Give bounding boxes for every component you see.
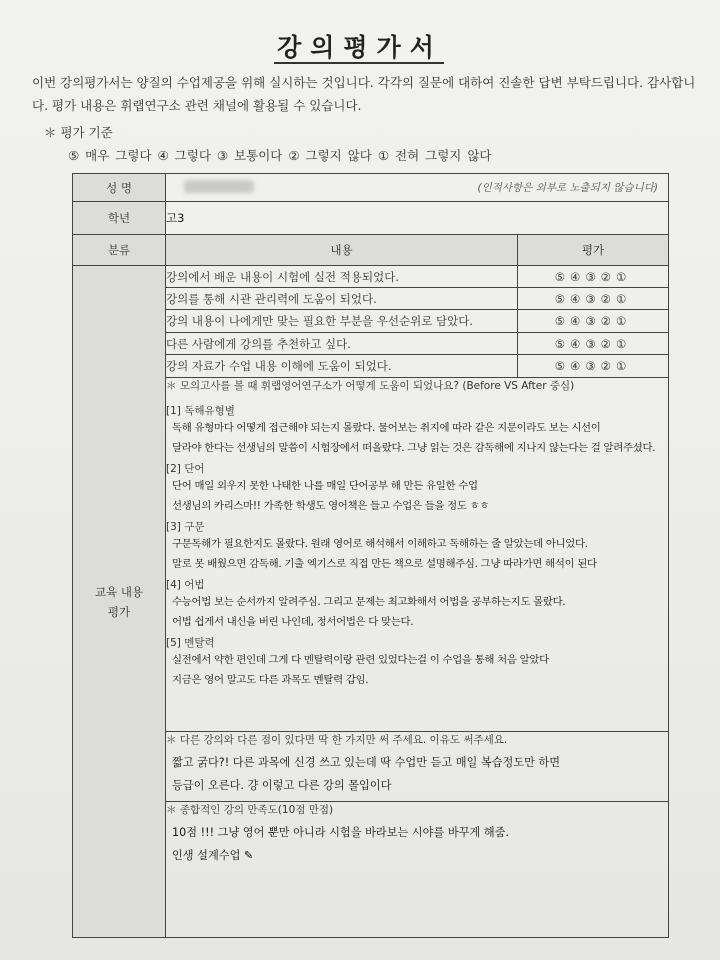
- handwritten-answer: 등급이 오른다. 걍 이렇고 다른 강의 몰입이다: [172, 779, 392, 792]
- rating-item: 강의 자료가 수업 내용 이해에 도움이 되었다.: [166, 355, 518, 378]
- handwritten-answer: 독해 유형마다 어떻게 접근해야 되는지 몰랐다. 물어보는 취지에 따라 같은 지문이라도 보는 시선이: [172, 422, 601, 434]
- criteria-label: ＊ 평가 기준: [44, 125, 113, 140]
- question-2: ＊ 다른 강의와 다른 점이 있다면 딱 한 가지만 써 주세요. 이유도 써주세요.: [166, 734, 508, 746]
- rating-scale[interactable]: ⑤④③②①: [518, 355, 669, 378]
- rating-scale[interactable]: ⑤④③②①: [518, 310, 669, 333]
- education-label-cell: [73, 266, 166, 938]
- redacted-name: [184, 180, 254, 193]
- handwritten-answer: 선생님의 카리스마!! 가족한 학생도 영어책은 들고 수업은 들을 정도 ㅎㅎ: [172, 500, 490, 512]
- handwritten-answer: 말로 못 배웠으면 감독해. 기출 엑기스로 직접 만든 책으로 설명해주심. 그냥 따라가면 해석이 된다: [172, 558, 597, 570]
- section-vocab-label: [2] 단어: [166, 463, 205, 475]
- education-label-2: 평가: [107, 604, 131, 619]
- criteria-scale: ⑤ 매우 그렇다 ④ 그렇다 ③ 보통이다 ② 그렇지 않다 ① 전혀 그렇지 않다: [68, 148, 492, 163]
- handwritten-answer: 수능어법 보는 순서까지 알려주심. 그리고 문제는 최고화해서 어법을 공부하는지도 몰랐다.: [172, 596, 566, 608]
- handwritten-answer: 구문독해가 필요한지도 몰랐다. 원래 영어로 해석해서 이해하고 독해하는 줄 알았는데 아니었다.: [172, 538, 588, 550]
- section-grammar-label: [4] 어법: [166, 579, 205, 591]
- grade-value: 고3: [166, 202, 669, 235]
- name-cell: [166, 174, 669, 202]
- privacy-note: (인적사항은 외부로 노출되지 않습니다): [477, 181, 658, 194]
- handwritten-answer: 지금은 영어 말고도 다른 과목도 멘탈력 갑임.: [172, 674, 369, 686]
- handwritten-answer: 실전에서 약한 편인데 그게 다 멘탈력이랑 관련 있었다는걸 이 수업을 통해 처음 알았다: [172, 654, 549, 666]
- rating-scale[interactable]: ⑤④③②①: [518, 288, 669, 310]
- name-label: 성 명: [73, 174, 166, 202]
- rating-item: 강의를 통해 시관 관리력에 도움이 되었다.: [166, 288, 518, 310]
- question-2-cell: [166, 732, 669, 802]
- page-title: 강의평가서: [277, 33, 443, 62]
- question-3-cell: [166, 802, 669, 938]
- grade-label: 학년: [73, 202, 166, 235]
- rating-item: 강의에서 배운 내용이 시험에 실전 적용되었다.: [166, 266, 518, 288]
- grade-row: [73, 202, 669, 235]
- evaluation-form-table: [72, 173, 669, 938]
- section-reading-label: [1] 독해유형별: [166, 405, 235, 417]
- rating-scale[interactable]: ⑤④③②①: [518, 333, 669, 355]
- question-1-cell: [166, 378, 669, 732]
- section-syntax-label: [3] 구문: [166, 521, 205, 533]
- question-1: ＊ 모의고사를 볼 때 휘랩영어연구소가 어떻게 도움이 되었나요? (Before VS After 중심): [166, 380, 575, 392]
- handwritten-answer: 짧고 굵다?! 다른 과목에 신경 쓰고 있는데 딱 수업만 듣고 매일 복습정도만 하면: [172, 756, 561, 769]
- intro-text: 이번 강의평가서는 양질의 수업제공을 위해 실시하는 것입니다. 각각의 질문에 대하여 진솔한 답변 부탁드립니다. 감사합니다. 평가 내용은 휘랩연구소 관련 채널에 활용될 수 있습니다.: [32, 75, 696, 113]
- rating-scale[interactable]: ⑤④③②①: [518, 266, 669, 288]
- category-label: 분류: [73, 235, 166, 266]
- handwritten-answer: 달라야 한다는 선생님의 말씀이 시험장에서 떠올랐다. 그냥 읽는 것은 감독해에 지나지 않는다는 걸 알려주셨다.: [172, 442, 656, 454]
- handwritten-answer: 인생 설계수업 ✎: [172, 849, 254, 862]
- content-header: 내용: [166, 235, 518, 266]
- handwritten-answer: 10점 !!! 그냥 영어 뿐만 아니라 시험을 바라보는 시야를 바꾸게 해줌.: [172, 826, 509, 839]
- education-label: 교육 내용: [94, 584, 144, 599]
- name-row: [73, 174, 669, 202]
- rating-item: 다른 사람에게 강의를 추천하고 싶다.: [166, 333, 518, 355]
- rating-item: 강의 내용이 나에게만 맞는 필요한 부분을 우선순위로 담았다.: [166, 310, 518, 333]
- rating-header: 평가: [518, 235, 669, 266]
- handwritten-answer: 단어 매일 외우지 못한 나태한 나를 매일 단어공부 해 만든 유일한 수업: [172, 480, 478, 492]
- title-underline: [274, 62, 444, 64]
- question-3: ＊ 종합적인 강의 만족도(10점 만점): [166, 804, 334, 816]
- section-mental-label: [5] 멘탈력: [166, 637, 215, 649]
- handwritten-answer: 어법 쉽게서 내신을 버린 나인데, 정서어법은 다 맞는다.: [172, 616, 414, 628]
- category-header-row: [73, 235, 669, 266]
- rating-row: [73, 266, 669, 288]
